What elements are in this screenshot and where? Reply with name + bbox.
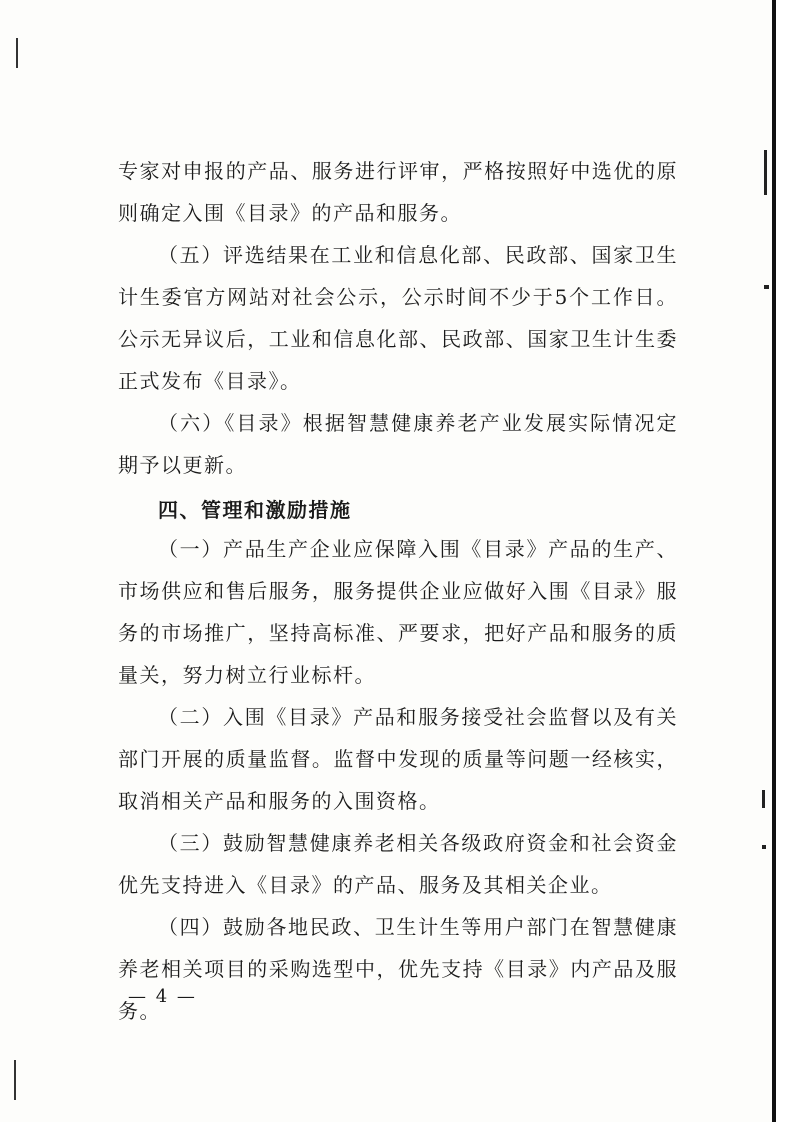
scan-mark (762, 790, 765, 808)
paragraph-review: 专家对申报的产品、服务进行评审，严格按照好中选优的原则确定入围《目录》的产品和服务。 (118, 159, 678, 225)
paragraph-item-6: （六）《目录》根据智慧健康养老产业发展实际情况定期予以更新。 (118, 411, 678, 477)
paragraph-measure-1: （一）产品生产企业应保障入围《目录》产品的生产、市场供应和售后服务，服务提供企业应做好入围《目录》服务的市场推广，坚持高标准、严要求，把好产品和服务的质量关，努力树立行业标杆。 (118, 537, 678, 687)
scan-mark (764, 150, 767, 195)
paragraph-measure-4: （四）鼓励各地民政、卫生计生等用户部门在智慧健康养老相关项目的采购选型中，优先支持《目录》内产品及服务。 (118, 915, 678, 1023)
scan-margin (776, 0, 793, 1122)
scan-mark (764, 285, 769, 289)
page-number: — 4 — (128, 986, 197, 1007)
scan-mark (14, 1060, 16, 1100)
paragraph-item-5: （五）评选结果在工业和信息化部、民政部、国家卫生计生委官方网站对社会公示，公示时间不少于5个工作日。公示无异议后，工业和信息化部、民政部、国家卫生计生委正式发布《目录》。 (118, 243, 678, 393)
scan-mark (16, 38, 18, 68)
paragraph-measure-3: （三）鼓励智慧健康养老相关各级政府资金和社会资金优先支持进入《目录》的产品、服务及其相关企业。 (118, 831, 678, 897)
section-heading-4: 四、管理和激励措施 (158, 498, 352, 522)
paragraph-measure-2: （二）入围《目录》产品和服务接受社会监督以及有关部门开展的质量监督。监督中发现的质量等问题一经核实，取消相关产品和服务的入围资格。 (118, 705, 678, 813)
scan-mark (762, 845, 766, 849)
